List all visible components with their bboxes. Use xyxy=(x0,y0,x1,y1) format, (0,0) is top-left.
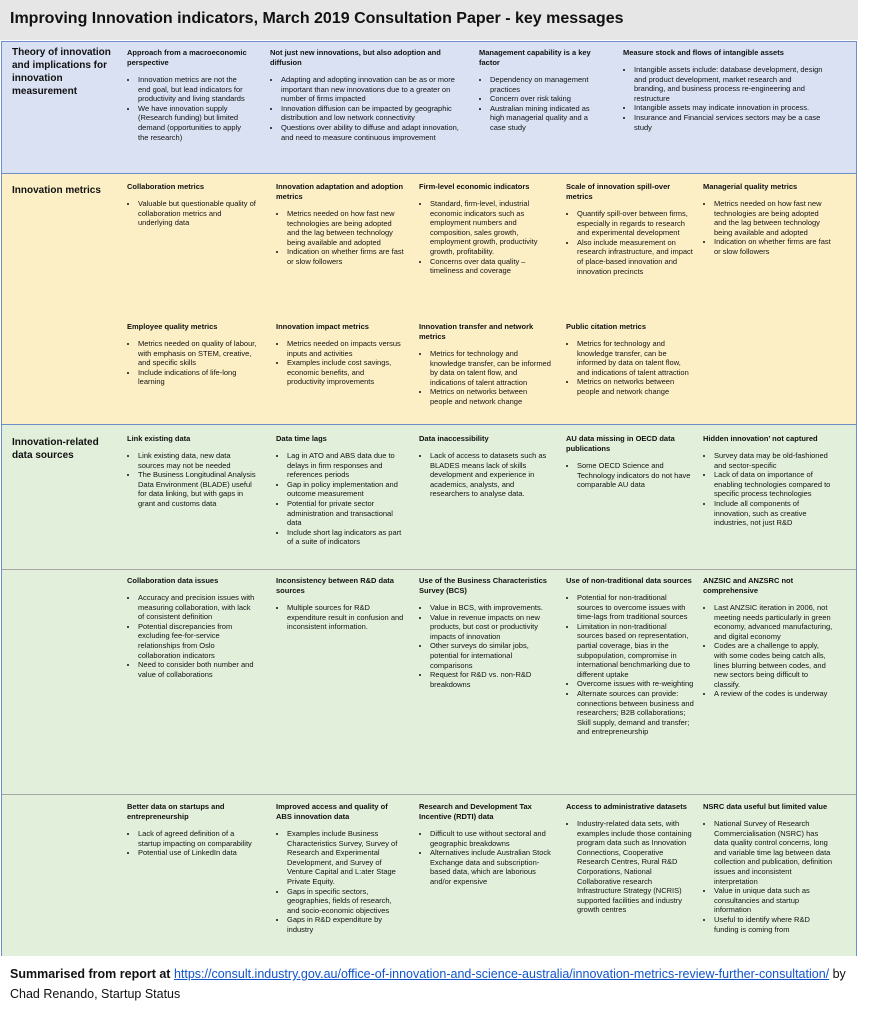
bullet-list xyxy=(276,829,404,935)
cell-title: Firm-level economic indicators xyxy=(419,182,530,191)
bullet-list xyxy=(703,451,833,528)
message-cell xyxy=(479,48,599,133)
bullet-item: • Request for R&D vs. non-R&D breakdowns xyxy=(430,670,551,689)
key-messages-table xyxy=(1,41,857,956)
bullet-item: • Innovation diffusion can be impacted by geographic distribution and low network connectivity xyxy=(281,104,460,123)
message-cell xyxy=(127,182,257,228)
bullet-list xyxy=(703,199,833,257)
bullet-item: • Link existing data, new data sources may not be needed xyxy=(138,451,257,470)
bullet-item: • Indication on whether firms are fast or slow followers xyxy=(287,247,404,266)
bullet-item: • Alternate sources can provide: connections between business and researchers; B2B collaborations; Skill supply, demand and transfer; and entrepreneurship xyxy=(577,689,694,737)
bullet-item: • Gaps in R&D expenditure by industry xyxy=(287,915,404,934)
bullet-item: • Standard, firm-level, industrial economic indicators such as employment numbers and composition, sales growth, employment growth, productivity growth, profitability. xyxy=(430,199,551,257)
bullet-list xyxy=(419,603,551,689)
bullet-item: • Codes are a challenge to apply, with some codes being catch alls, lines blurring between codes, and new sectors being difficult to classify. xyxy=(714,641,833,689)
message-cell xyxy=(566,182,694,276)
bullet-item: • Overcome issues with re-weighting xyxy=(577,679,694,689)
cell-title: ANZSIC and ANZSRC not comprehensive xyxy=(703,576,794,595)
cell-title: Innovation transfer and network metrics xyxy=(419,322,534,341)
bullet-item: • Include short lag indicators as part of a suite of indicators xyxy=(287,528,404,547)
message-cell xyxy=(276,802,404,935)
bullet-item: • Lack of access to datasets such as BLADES means lack of skills development and experience in academics, analysts, and researchers to analyse data. xyxy=(430,451,551,499)
footer-prefix: Summarised from report at xyxy=(10,967,171,981)
bullet-item: • Also include measurement on research infrastructure, and impact of place-based innovation and innovation precincts xyxy=(577,238,694,276)
bullet-list xyxy=(419,451,551,499)
bullet-list xyxy=(127,339,257,387)
cell-title: Use of the Business Characteristics Survey (BCS) xyxy=(419,576,547,595)
message-cell xyxy=(276,576,404,632)
bullet-item: • Last ANZSIC iteration in 2006, not meeting needs particularly in green economy, advanced manufacturing, and digital economy xyxy=(714,603,833,641)
bullet-item: • Australian mining indicated as high managerial quality and a case study xyxy=(490,104,599,133)
bullet-item: • Potential use of LinkedIn data xyxy=(138,848,257,858)
bullet-item: • Potential discrepancies from excluding fee-for-service relationships from Oslo collaboration indicators xyxy=(138,622,257,660)
cell-title: Public citation metrics xyxy=(566,322,647,331)
footer-credit: by Chad Renando, Startup Status xyxy=(10,967,846,1001)
bullet-list xyxy=(127,199,257,228)
cell-title: Collaboration metrics xyxy=(127,182,205,191)
bullet-item: • We have innovation supply (Research funding) but limited demand (opportunities to apply the research) xyxy=(138,104,251,142)
bullet-item: • Metrics on networks between people and network change xyxy=(577,377,694,396)
bullet-list xyxy=(276,209,404,267)
bullet-item: • Metrics on networks between people and network change xyxy=(430,387,551,406)
bullet-item: • Potential for private sector administration and transactional data xyxy=(287,499,404,528)
bullet-list xyxy=(419,829,551,887)
bullet-item: • Survey data may be old-fashioned and sector-specific xyxy=(714,451,833,470)
row-divider xyxy=(2,794,856,795)
cell-title: Research and Development Tax Incentive (RDTI) data xyxy=(419,802,532,821)
bullet-list xyxy=(127,593,257,679)
cell-title: AU data missing in OECD data publications xyxy=(566,434,675,453)
bullet-item: • Insurance and Financial services sectors may be a case study xyxy=(634,113,823,132)
bullet-item: • Lack of agreed definition of a startup impacting on comparability xyxy=(138,829,257,848)
message-cell xyxy=(566,322,694,397)
message-cell xyxy=(419,322,551,407)
bullet-list xyxy=(127,829,257,858)
cell-title: Data inaccessibility xyxy=(419,434,489,443)
message-cell xyxy=(703,802,833,934)
bullet-item: • Intangible assets may indicate innovation in process. xyxy=(634,103,823,113)
cell-title: Access to administrative datasets xyxy=(566,802,687,811)
bullet-list xyxy=(566,461,694,490)
bullet-item: • Concerns over data quality – timeliness and coverage xyxy=(430,257,551,276)
message-cell xyxy=(127,48,251,142)
cell-title: Innovation impact metrics xyxy=(276,322,369,331)
bullet-item: • Concern over risk taking xyxy=(490,94,599,104)
message-cell xyxy=(276,182,404,267)
bullet-item: • Valuable but questionable quality of collaboration metrics and underlying data xyxy=(138,199,257,228)
message-cell xyxy=(419,802,551,887)
message-cell xyxy=(703,182,833,257)
bullet-item: • Dependency on management practices xyxy=(490,75,599,94)
bullet-list xyxy=(276,339,404,387)
message-cell xyxy=(127,434,257,509)
cell-title: Improved access and quality of ABS innovation data xyxy=(276,802,388,821)
bullet-list xyxy=(623,65,823,132)
bullet-item: • Metrics for technology and knowledge transfer, can be informed by data on talent flow, and indications of talent attraction xyxy=(577,339,694,377)
bullet-item: • Value in revenue impacts on new products, but cost or productivity impacts of innovation xyxy=(430,613,551,642)
cell-title: Data time lags xyxy=(276,434,327,443)
bullet-item: • Quantify spill-over between firms, especially in regards to research and experimental development xyxy=(577,209,694,238)
bullet-item: • Metrics needed on quality of labour, with emphasis on STEM, creative, and specific skills xyxy=(138,339,257,368)
bullet-item: • Some OECD Science and Technology indicators do not have comparable AU data xyxy=(577,461,694,490)
message-cell xyxy=(703,434,833,528)
cell-title: Managerial quality metrics xyxy=(703,182,798,191)
bullet-item: • National Survey of Research Commercialisation (NSRC) has data quality control concerns, long and variable time lag between data collection and publication, definition issues and inconsistent interpretation xyxy=(714,819,833,886)
bullet-list xyxy=(566,593,694,737)
bullet-item: • Value in BCS, with improvements. xyxy=(430,603,551,613)
cell-title: Better data on startups and entrepreneurship xyxy=(127,802,225,821)
cell-title: NSRC data useful but limited value xyxy=(703,802,828,811)
bullet-list xyxy=(419,349,551,407)
message-cell xyxy=(566,802,694,915)
message-cell xyxy=(127,576,257,679)
bullet-item: • Metrics for technology and knowledge transfer, can be informed by data on talent flow, and indications of talent attraction xyxy=(430,349,551,387)
bullet-item: • Examples include cost savings, economic benefits, and productivity improvements xyxy=(287,358,404,387)
bullet-item: • Gaps in specific sectors, geographies, fields of research, and socio-economic objectives xyxy=(287,887,404,916)
message-cell xyxy=(270,48,460,142)
bullet-list xyxy=(566,209,694,276)
bullet-item: • Value in unique data such as consultancies and startup information xyxy=(714,886,833,915)
bullet-item: • Metrics needed on impacts versus inputs and activities xyxy=(287,339,404,358)
title-bar xyxy=(0,0,858,40)
bullet-item: • Useful to identify where R&D funding is coming from xyxy=(714,915,833,934)
bullet-list xyxy=(703,819,833,934)
bullet-list xyxy=(566,819,694,915)
bullet-item: • Include all components of innovation, such as creative industries, not just R&D xyxy=(714,499,833,528)
page-title: Improving Innovation indicators, March 2019 Consultation Paper - key messages xyxy=(10,10,624,27)
bullet-list xyxy=(419,199,551,276)
cell-title: Not just new innovations, but also adoption and diffusion xyxy=(270,48,441,67)
cell-title: Employee quality metrics xyxy=(127,322,218,331)
message-cell xyxy=(703,576,833,699)
cell-title: Measure stock and flows of intangible assets xyxy=(623,48,784,57)
bullet-list xyxy=(276,603,404,632)
cell-title: Link existing data xyxy=(127,434,191,443)
bullet-list xyxy=(270,75,460,142)
bullet-item: • Difficult to use without sectoral and geographic breakdowns xyxy=(430,829,551,848)
bullet-list xyxy=(127,451,257,509)
cell-title: Use of non-traditional data sources xyxy=(566,576,692,585)
bullet-list xyxy=(479,75,599,133)
message-cell xyxy=(276,322,404,387)
bullet-item: • Other surveys do similar jobs, potential for international comparisons xyxy=(430,641,551,670)
bullet-item: • Multiple sources for R&D expenditure result in confusion and inconsistent information. xyxy=(287,603,404,632)
bullet-item: • Include indications of life-long learning xyxy=(138,368,257,387)
cell-title: Scale of innovation spill-over metrics xyxy=(566,182,671,201)
message-cell xyxy=(419,182,551,276)
message-cell xyxy=(276,434,404,547)
cell-title: Inconsistency between R&D data sources xyxy=(276,576,394,595)
bullet-item: • Lack of data on importance of enabling technologies compared to specific process technologies xyxy=(714,470,833,499)
bullet-item: • Alternatives include Australian Stock Exchange data and subscription-based data, which are laborious and/or expensive xyxy=(430,848,551,886)
bullet-item: • Industry-related data sets, with examples include those containing program data such as Innovation Connections, Cooperative Research Centres, Rural R&D Corporations, National Collaborative research Infrastructure Strategy (NCRIS) supported facilities and industry growth centres xyxy=(577,819,694,915)
message-cell xyxy=(566,434,694,490)
bullet-item: • Metrics needed on how fast new technologies are being adopted and the lag between technology being available and adopted xyxy=(287,209,404,247)
cell-title: Collaboration data issues xyxy=(127,576,219,585)
bullet-item: • Limitation in non-traditional sources based on representation, partial coverage, bias in the subpopulation, compromise in international benchmarking due to different uptake xyxy=(577,622,694,680)
source-link[interactable]: https://consult.industry.gov.au/office-of-innovation-and-science-australia/innovation-metrics-review-further-consultation/ xyxy=(173,967,830,981)
bullet-list xyxy=(703,603,833,699)
bullet-item: • Indication on whether firms are fast or slow followers xyxy=(714,237,833,256)
message-cell xyxy=(127,322,257,387)
message-cell xyxy=(419,576,551,689)
footer xyxy=(10,964,870,1004)
cell-title: Management capability is a key factor xyxy=(479,48,591,67)
cell-title: Innovation adaptation and adoption metrics xyxy=(276,182,404,201)
row-heading: Innovation metrics xyxy=(12,185,101,196)
bullet-item: • Gap in policy implementation and outcome measurement xyxy=(287,480,404,499)
bullet-item: • Need to consider both number and value of collaborations xyxy=(138,660,257,679)
message-cell xyxy=(566,576,694,737)
bullet-list xyxy=(127,75,251,142)
bullet-item: • Questions over ability to diffuse and adapt innovation, and need to measure continuous improvement xyxy=(281,123,460,142)
bullet-list xyxy=(276,451,404,547)
bullet-item: • Accuracy and precision issues with measuring collaboration, with lack of consistent definition xyxy=(138,593,257,622)
bullet-item: • Lag in ATO and ABS data due to delays in firm responses and references periods xyxy=(287,451,404,480)
bullet-item: • A review of the codes is underway xyxy=(714,689,833,699)
cell-title: Hidden innovation’ not captured xyxy=(703,434,818,443)
message-cell xyxy=(127,802,257,858)
bullet-item: • Intangible assets include: database development, design and product development, market research and branding, and business process re-engineering and restructure xyxy=(634,65,823,103)
bullet-item: • Adapting and adopting innovation can be as or more important than new innovations due to a greater on number of firms impacted xyxy=(281,75,460,104)
message-cell xyxy=(419,434,551,499)
message-cell xyxy=(623,48,823,132)
bullet-item: • Examples include Business Characteristics Survey, Survey of Research and Experimental Development, and Survey of Venture Capital and L:ater Stage Private Equity. xyxy=(287,829,404,887)
bullet-list xyxy=(566,339,694,397)
bullet-item: • Potential for non-traditional sources to overcome issues with time-lags from traditional sources xyxy=(577,593,694,622)
row-heading: Theory of innovation and implications for innovation measurement xyxy=(12,47,111,97)
bullet-item: • Metrics needed on how fast new technologies are being adopted and the lag between technology being available and adopted xyxy=(714,199,833,237)
cell-title: Approach from a macroeconomic perspective xyxy=(127,48,247,67)
row-heading: Innovation-related data sources xyxy=(12,437,99,461)
bullet-item: • Innovation metrics are not the end goal, but lead indicators for productivity and living standards xyxy=(138,75,251,104)
row-divider xyxy=(2,569,856,570)
bullet-item: • The Business Longitudinal Analysis Data Environment (BLADE) useful for data linking, but with gaps in grant and customs data xyxy=(138,470,257,508)
